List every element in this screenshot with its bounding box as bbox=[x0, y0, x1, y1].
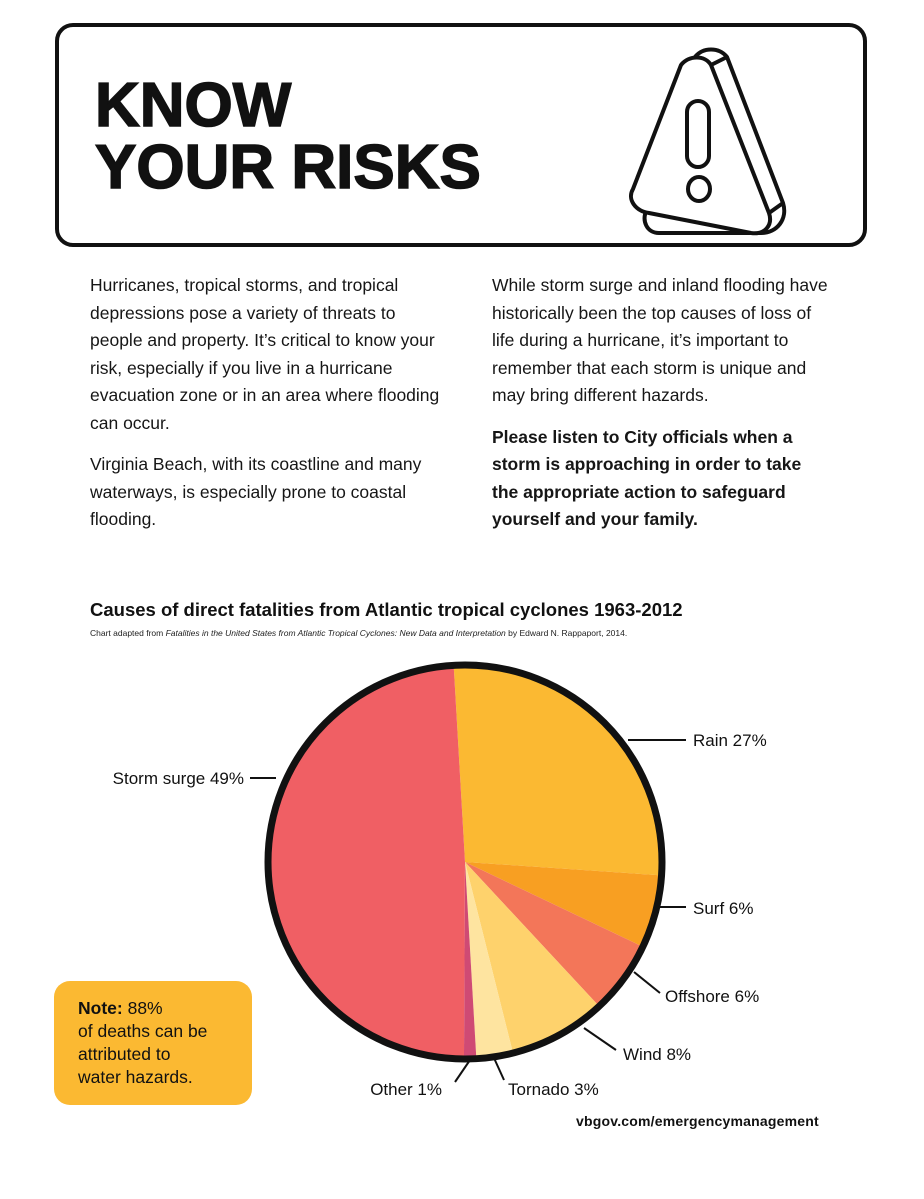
note-text: 88% of deaths can be attributed to water hazards. bbox=[78, 998, 208, 1087]
pie-label-6: Storm surge 49% bbox=[112, 769, 244, 788]
warning-triangle-icon bbox=[619, 43, 794, 238]
chart-source-prefix: Chart adapted from bbox=[90, 628, 166, 638]
note-label: Note: bbox=[78, 998, 123, 1018]
intro-left-paragraph-2: Virginia Beach, with its coastline and many waterways, is especially prone to coastal flooding. bbox=[90, 454, 422, 529]
chart-source bbox=[90, 628, 627, 638]
pie-leader-line-4 bbox=[494, 1058, 504, 1080]
pie-leader-line-5 bbox=[455, 1060, 470, 1082]
page-title-line-2: YOUR RISKS bbox=[95, 133, 481, 202]
pie-slice-6 bbox=[268, 665, 465, 1059]
pie-label-4: Tornado 3% bbox=[508, 1080, 599, 1099]
intro-right-column bbox=[492, 272, 832, 548]
pie-slice-0 bbox=[454, 665, 662, 875]
header-box bbox=[55, 23, 867, 247]
pie-label-2: Offshore 6% bbox=[665, 987, 760, 1006]
note-box bbox=[54, 981, 252, 1105]
intro-left-paragraph-1: Hurricanes, tropical storms, and tropical depressions pose a variety of threats to people and property. It’s critical to know your risk, especially if you live in a hurricane evacuation zone or in an area where flooding can occur. bbox=[90, 275, 440, 433]
page-title-line-1: KNOW bbox=[95, 71, 292, 140]
chart-source-title: Fatalities in the United States from Atlantic Tropical Cyclones: New Data and Interpretation bbox=[165, 628, 506, 638]
pie-leader-line-2 bbox=[634, 972, 660, 993]
pie-label-1: Surf 6% bbox=[693, 899, 754, 918]
chart-title: Causes of direct fatalities from Atlantic tropical cyclones 1963-2012 bbox=[90, 599, 683, 620]
intro-right-paragraph-1: While storm surge and inland flooding have historically been the top causes of loss of life during a hurricane, it’s important to remember that each storm is unique and may bring different hazards. bbox=[492, 275, 828, 405]
pie-leader-line-3 bbox=[584, 1028, 616, 1050]
pie-label-0: Rain 27% bbox=[693, 731, 767, 750]
intro-left-column bbox=[90, 272, 440, 548]
footer-url[interactable]: vbgov.com/emergencymanagement bbox=[576, 1113, 819, 1129]
intro-right-paragraph-2: Please listen to City officials when a storm is approaching in order to take the appropriate action to safeguard yourself and your family. bbox=[492, 426, 802, 529]
chart-source-suffix: by Edward N. Rappaport, 2014. bbox=[505, 628, 628, 638]
pie-label-5: Other 1% bbox=[370, 1080, 442, 1099]
pie-label-3: Wind 8% bbox=[623, 1045, 692, 1064]
